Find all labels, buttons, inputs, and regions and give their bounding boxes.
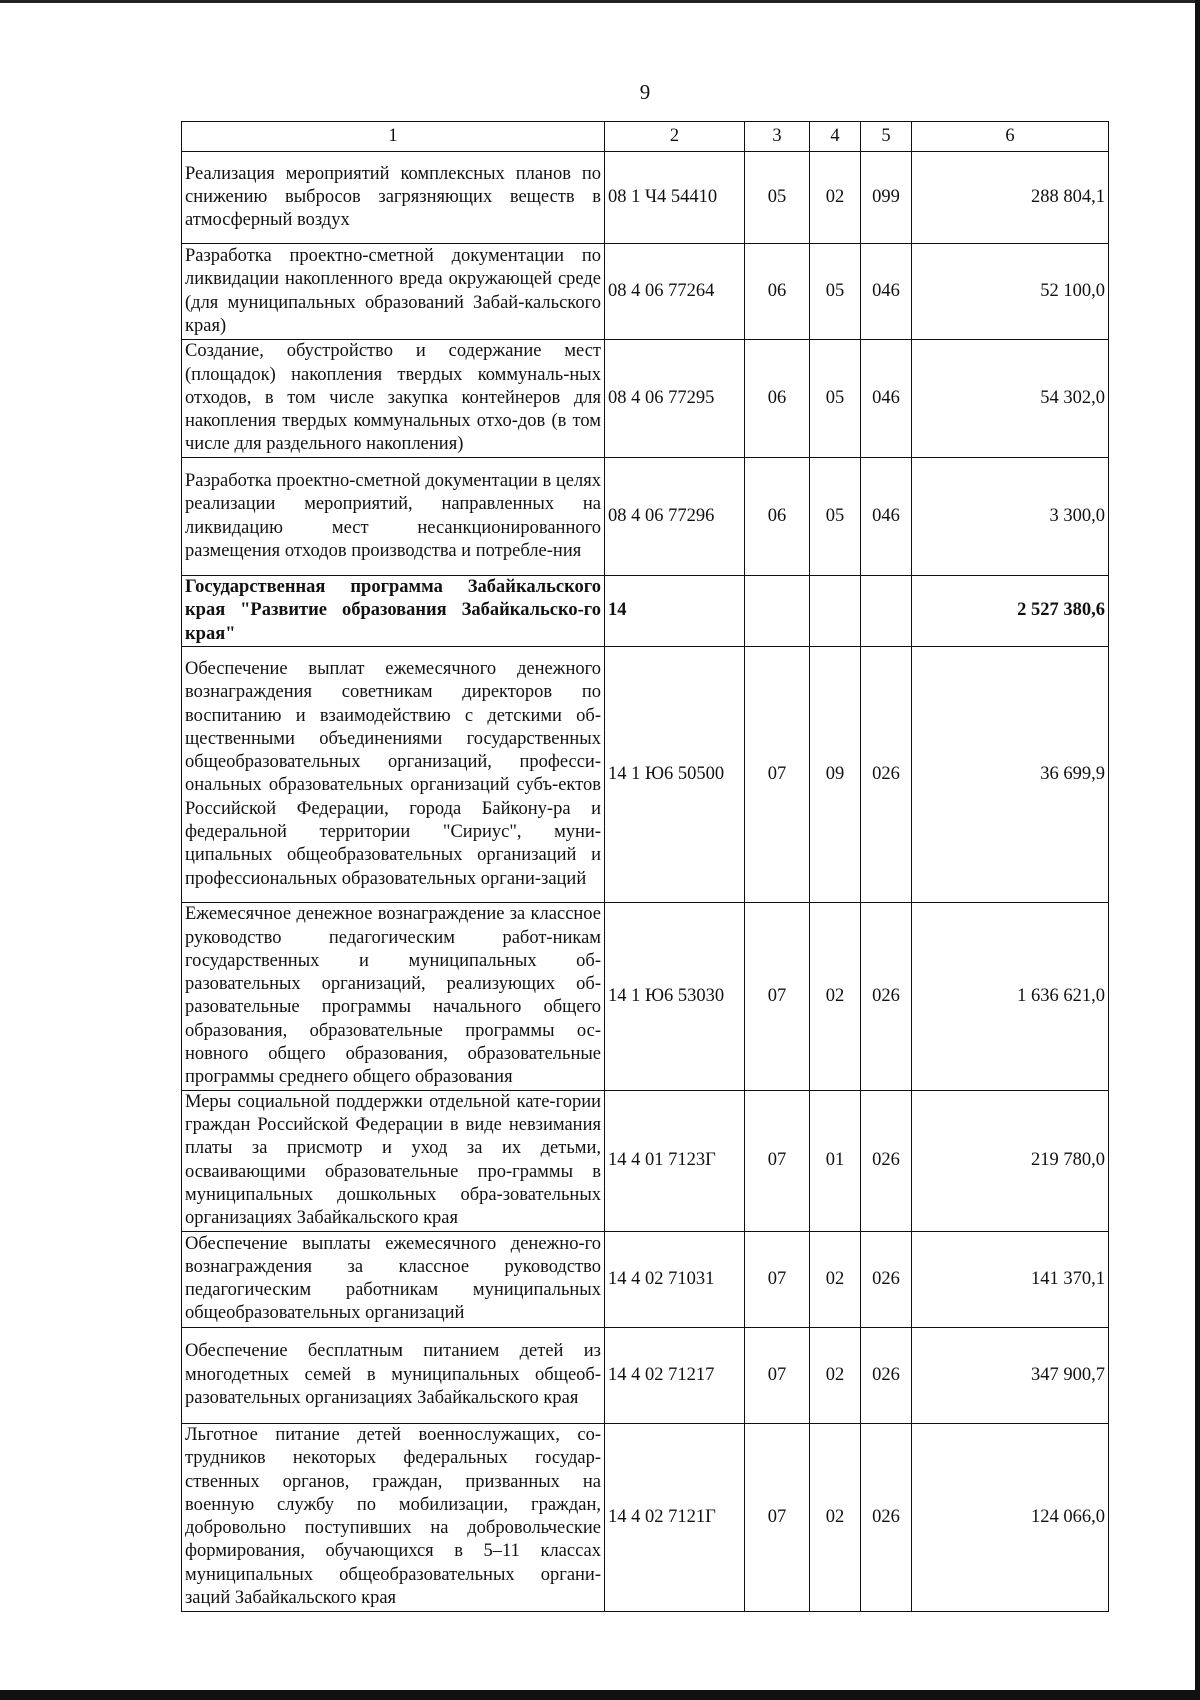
- row-name: Обеспечение бесплатным питанием детей из многодетных семей в муниципальных общеоб-разовательных организациях Забайкальского края: [182, 1327, 605, 1423]
- row-col4: 01: [810, 1090, 861, 1231]
- row-name: Льготное питание детей военнослужащих, со-трудников некоторых федеральных государ-ственных органов, граждан, призванных на военную службу по мобилизации, граждан, добровольно поступивших на добровольческие формирования, обучающихся в 5–11 классах муниципальных общеобразовательных органи-заций Забайкальского края: [182, 1423, 605, 1611]
- row-code: 08 4 06 77295: [605, 340, 745, 458]
- row-col4: 05: [810, 244, 861, 340]
- row-col4: 02: [810, 902, 861, 1090]
- scan-right-edge: [1195, 0, 1200, 1700]
- row-col5: 026: [861, 902, 912, 1090]
- row-col4: 05: [810, 340, 861, 458]
- page-number: 9: [639, 80, 651, 104]
- row-amount: 1 636 621,0: [912, 902, 1109, 1090]
- table-row: [182, 1090, 1109, 1231]
- table-row: [182, 1327, 1109, 1423]
- row-col5: 046: [861, 244, 912, 340]
- row-amount: 54 302,0: [912, 340, 1109, 458]
- scan-bottom-edge: [0, 1690, 1200, 1700]
- row-amount: 347 900,7: [912, 1327, 1109, 1423]
- column-header-4: 4: [810, 122, 861, 152]
- table-row: [182, 1231, 1109, 1327]
- row-amount: 219 780,0: [912, 1090, 1109, 1231]
- table-row: [182, 152, 1109, 244]
- table-row: [182, 1423, 1109, 1611]
- table-row: [182, 902, 1109, 1090]
- table-row: [182, 244, 1109, 340]
- table-row: [182, 646, 1109, 902]
- row-col5: 046: [861, 340, 912, 458]
- row-code: 08 4 06 77296: [605, 458, 745, 576]
- column-header-2: 2: [605, 122, 745, 152]
- row-col4: 09: [810, 646, 861, 902]
- row-col4: [810, 576, 861, 647]
- row-col5: 026: [861, 1327, 912, 1423]
- row-name: Создание, обустройство и содержание мест (площадок) накопления твердых коммуналь-ных отходов, в том числе закупка контейнеров для накопления твердых коммунальных отхо-дов (в том числе для раздельного накопления): [182, 340, 605, 458]
- row-col3: [745, 576, 810, 647]
- row-name: Государственная программа Забайкальского края "Развитие образования Забайкальско-го края": [182, 576, 605, 647]
- row-col3: 06: [745, 458, 810, 576]
- row-name: Обеспечение выплат ежемесячного денежного вознаграждения советникам директоров по воспитанию и взаимодействию с детскими об-щественными объединениями государственных общеобразовательных организаций, професси-ональных образовательных организаций субъ-ектов Российской Федерации, города Байкону-ра и федеральной территории "Сириус", муни-ципальных общеобразовательных организаций и профессиональных образовательных органи-заций: [182, 646, 605, 902]
- row-amount: 2 527 380,6: [912, 576, 1109, 647]
- row-code: 14 4 02 7121Г: [605, 1423, 745, 1611]
- row-col3: 07: [745, 1327, 810, 1423]
- row-col3: 07: [745, 1090, 810, 1231]
- column-header-6: 6: [912, 122, 1109, 152]
- row-code: 14 4 02 71217: [605, 1327, 745, 1423]
- row-col3: 07: [745, 646, 810, 902]
- column-header-1: 1: [182, 122, 605, 152]
- row-amount: 124 066,0: [912, 1423, 1109, 1611]
- row-code: 08 4 06 77264: [605, 244, 745, 340]
- table-row-program: [182, 576, 1109, 647]
- row-code: 08 1 Ч4 54410: [605, 152, 745, 244]
- row-code: 14 4 01 7123Г: [605, 1090, 745, 1231]
- column-header-3: 3: [745, 122, 810, 152]
- row-code: 14 1 Ю6 50500: [605, 646, 745, 902]
- row-col3: 06: [745, 244, 810, 340]
- row-col3: 05: [745, 152, 810, 244]
- row-col5: 026: [861, 1423, 912, 1611]
- row-name: Разработка проектно-сметной документации в целях реализации мероприятий, направленных на ликвидацию мест несанкционированного размещения отходов производства и потребле-ния: [182, 458, 605, 576]
- row-code: 14: [605, 576, 745, 647]
- row-name: Меры социальной поддержки отдельной кате-гории граждан Российской Федерации в виде невзимания платы за присмотр и уход за их детьми, осваивающими образовательные про-граммы в муниципальных дошкольных обра-зовательных организациях Забайкальского края: [182, 1090, 605, 1231]
- row-amount: 141 370,1: [912, 1231, 1109, 1327]
- row-col5: [861, 576, 912, 647]
- row-col3: 06: [745, 340, 810, 458]
- row-col5: 046: [861, 458, 912, 576]
- column-header-5: 5: [861, 122, 912, 152]
- row-code: 14 1 Ю6 53030: [605, 902, 745, 1090]
- row-col5: 099: [861, 152, 912, 244]
- row-col5: 026: [861, 1231, 912, 1327]
- row-name: Разработка проектно-сметной документации по ликвидации накопленного вреда окружающей среде (для муниципальных образований Забай-кальского края): [182, 244, 605, 340]
- row-col3: 07: [745, 1423, 810, 1611]
- row-col3: 07: [745, 902, 810, 1090]
- row-amount: 3 300,0: [912, 458, 1109, 576]
- row-col4: 02: [810, 1327, 861, 1423]
- row-col4: 05: [810, 458, 861, 576]
- row-col5: 026: [861, 646, 912, 902]
- row-col5: 026: [861, 1090, 912, 1231]
- row-amount: 52 100,0: [912, 244, 1109, 340]
- row-code: 14 4 02 71031: [605, 1231, 745, 1327]
- row-amount: 288 804,1: [912, 152, 1109, 244]
- table-row: [182, 340, 1109, 458]
- row-col4: 02: [810, 1231, 861, 1327]
- header-row: [182, 122, 1109, 152]
- row-col3: 07: [745, 1231, 810, 1327]
- row-col4: 02: [810, 1423, 861, 1611]
- table-row: [182, 458, 1109, 576]
- row-col4: 02: [810, 152, 861, 244]
- row-amount: 36 699,9: [912, 646, 1109, 902]
- row-name: Обеспечение выплаты ежемесячного денежно-го вознаграждения за классное руководство педагогическим работникам муниципальных общеобразовательных организаций: [182, 1231, 605, 1327]
- budget-table: [181, 121, 1109, 1612]
- row-name: Ежемесячное денежное вознаграждение за классное руководство педагогическим работ-никам государственных и муниципальных об-разовательных организаций, реализующих об-разовательные программы начального общего образования, образовательные программы ос-новного общего образования, образовательные программы среднего общего образования: [182, 902, 605, 1090]
- row-name: Реализация мероприятий комплексных планов по снижению выбросов загрязняющих веществ в атмосферный воздух: [182, 152, 605, 244]
- scan-top-edge: [0, 0, 1200, 3]
